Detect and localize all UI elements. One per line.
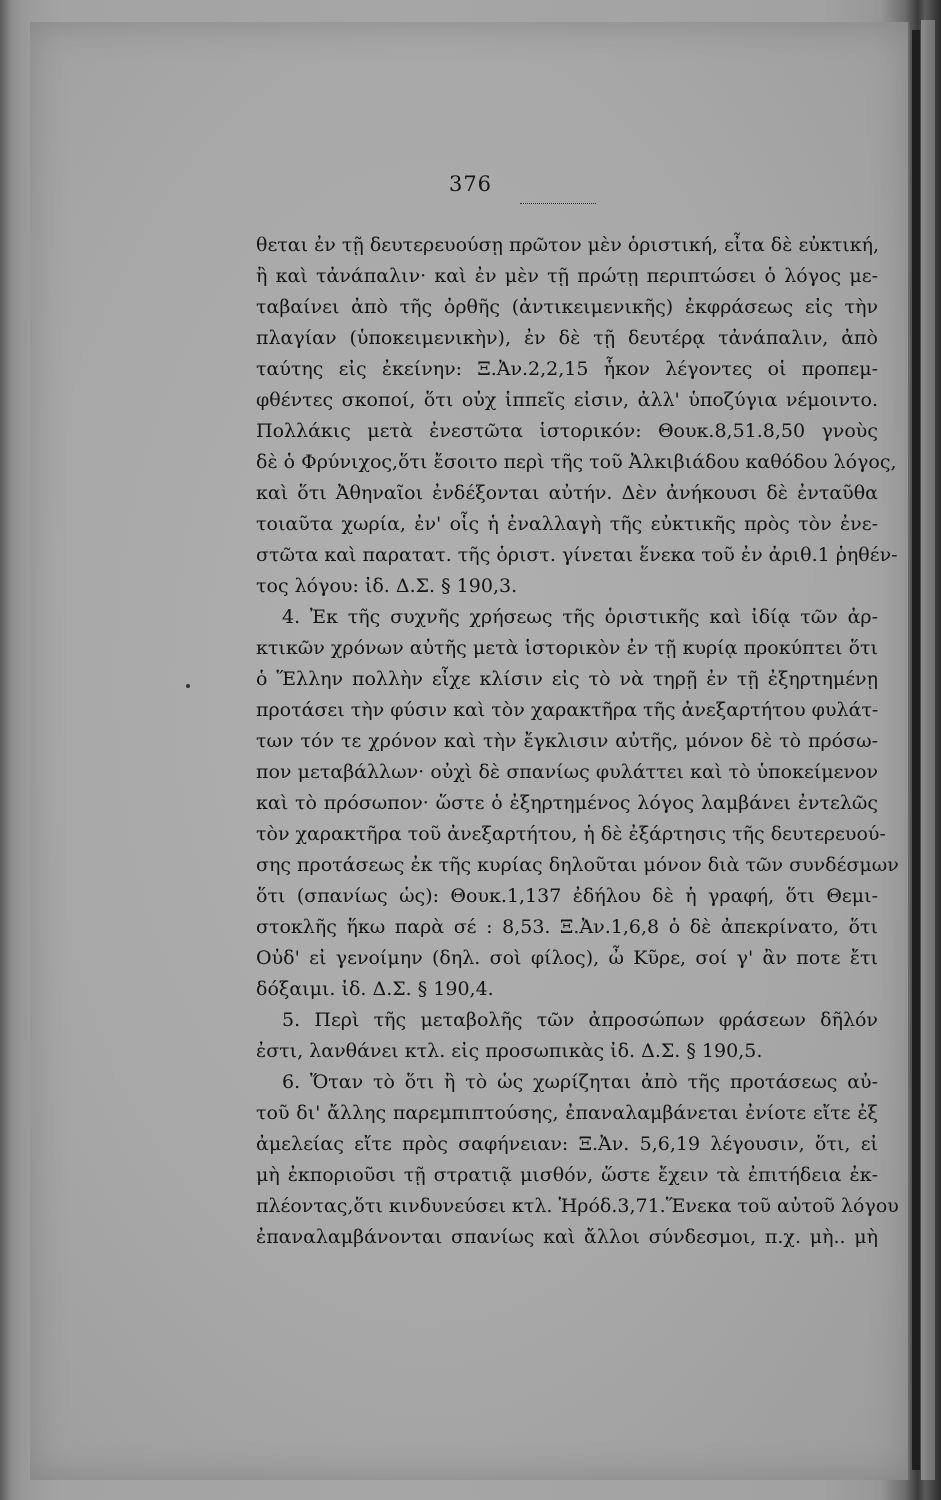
page-number: 376 [448,172,493,196]
text-line: στοκλῆς ἥκω παρὰ σέ : 8,53. Ξ.Ἀν.1,6,8 ὁ δὲ ἀπεκρίνατο, ὅτι [256,916,878,938]
binding-edge [912,30,920,1470]
text-line: ταύτης εἰς ἐκείνην: Ξ.Ἀν.2,2,15 ἧκον λέγοντες οἱ προπεμ- [256,358,878,380]
text-line: 4. Ἐκ τῆς συχνῆς χρήσεως τῆς ὁριστικῆς καὶ ἰδίᾳ τῶν ἀρ- [282,606,878,628]
text-line: πλέοντας,ὅτι κινδυνεύσει κτλ. Ἡρόδ.3,71.Ἕνεκα τοῦ αὐτοῦ λόγου [256,1195,899,1217]
text-line: Οὐδ' εἰ γενοίμην (δηλ. σοὶ φίλος), ὦ Κῦρε, σοί γ' ἂν ποτε ἔτι [256,947,878,969]
text-line: τοῦ δι' ἄλλης παρεμπιπτούσης, ἐπαναλαμβάνεται ἐνίοτε εἴτε ἐξ [256,1102,878,1124]
page-number-underline [520,203,596,204]
text-line: των τόν τε χρόνον καὶ τὴν ἔγκλισιν αὐτῆς, μόνον δὲ τὸ πρόσω- [256,730,878,752]
text-line: σης προτάσεως ἐκ τῆς κυρίας δηλοῦται μόνον διὰ τῶν συνδέσμων [256,854,899,876]
text-line: μὴ ἐκποριοῦσι τῇ στρατιᾷ μισθόν, ὥστε ἔχειν τὰ ἐπιτήδεια ἐκ- [256,1164,878,1186]
text-line: ὁ Ἕλλην πολλὴν εἶχε κλίσιν εἰς τὸ νὰ τηρῇ ἐν τῇ ἐξηρτημένῃ [256,668,878,690]
text-line: 6. Ὅταν τὸ ὅτι ἢ τὸ ὡς χωρίζηται ἀπὸ τῆς προτάσεως αὐ- [282,1071,878,1093]
text-line: στῶτα καὶ παρατατ. τῆς ὁριστ. γίνεται ἕνεκα τοῦ ἐν ἀριθ.1 ῥηθέν- [256,544,898,566]
text-line: 5. Περὶ τῆς μεταβολῆς τῶν ἀπροσώπων φράσεων δῆλόν [282,1009,878,1031]
text-line: καὶ τὸ πρόσωπον· ὥστε ὁ ἐξηρτημένος λόγος λαμβάνει ἐντελῶς [256,792,878,814]
text-line: πον μεταβάλλων· οὐχὶ δὲ σπανίως φυλάττει καὶ τὸ ὑποκείμενον [256,761,878,783]
text-line: πλαγίαν (ὑποκειμενικὴν), ἐν δὲ τῇ δευτέρᾳ τἀνάπαλιν, ἀπὸ [256,327,878,349]
next-page-edge [921,20,935,1480]
text-line: Πολλάκις μετὰ ἐνεστῶτα ἱστορικόν: Θουκ.8,51.8,50 γνοὺς [256,420,878,442]
text-line: ἢ καὶ τἀνάπαλιν· καὶ ἐν μὲν τῇ πρώτῃ περιπτώσει ὁ λόγος με- [256,265,878,287]
text-line: ἐστι, λανθάνει κτλ. εἰς προσωπικὰς ἰδ. Δ.Σ. § 190,5. [256,1040,763,1062]
text-line: καὶ ὅτι Ἀθηναῖοι ἐνδέξονται αὐτήν. Δὲν ἀνήκουσι δὲ ἐνταῦθα [256,482,878,504]
text-line: τὸν χαρακτῆρα τοῦ ἀνεξαρτήτου, ἡ δὲ ἐξάρτησις τῆς δευτερευού- [256,823,886,845]
text-line: θεται ἐν τῇ δευτερευούσῃ πρῶτον μὲν ὁριστική, εἶτα δὲ εὐκτική, [256,234,879,256]
text-line: κτικῶν χρόνων αὐτῆς μετὰ ἱστορικὸν ἐν τῇ κυρίᾳ προκύπτει ὅτι [256,637,878,659]
text-line: προτάσει τὴν φύσιν καὶ τὸν χαρακτῆρα τῆς ἀνεξαρτήτου φυλάτ- [256,699,879,721]
text-line: τοιαῦτα χωρία, ἐν' οἷς ἡ ἐναλλαγὴ τῆς εὐκτικῆς πρὸς τὸν ἐνε- [256,513,878,535]
text-line: φθέντες σκοποί, ὅτι οὐχ ἱππεῖς εἰσιν, ἀλλ' ὑποζύγια νέμοιντο. [256,389,878,411]
text-line: ἐπαναλαμβάνονται σπανίως καὶ ἄλλοι σύνδεσμοι, π.χ. μὴ.. μὴ [256,1226,878,1248]
text-line: ὅτι (σπανίως ὡς): Θουκ.1,137 ἐδήλου δὲ ἡ γραφή, ὅτι Θεμι- [256,885,878,907]
text-line: δόξαιμι. ἰδ. Δ.Σ. § 190,4. [256,978,494,1000]
text-line: ἀμελείας εἴτε πρὸς σαφήνειαν: Ξ.Ἀν. 5,6,19 λέγουσιν, ὅτι, εἰ [256,1133,878,1155]
text-line: ταβαίνει ἀπὸ τῆς ὀρθῆς (ἀντικειμενικῆς) ἐκφράσεως εἰς τὴν [256,296,878,318]
text-line: τος λόγου: ἰδ. Δ.Σ. § 190,3. [256,575,518,597]
paper-speck [186,684,190,688]
text-line: δὲ ὁ Φρύνιχος,ὅτι ἔσοιτο περὶ τῆς τοῦ Ἀλκιβιάδου καθόδου λόγος, [256,451,897,473]
